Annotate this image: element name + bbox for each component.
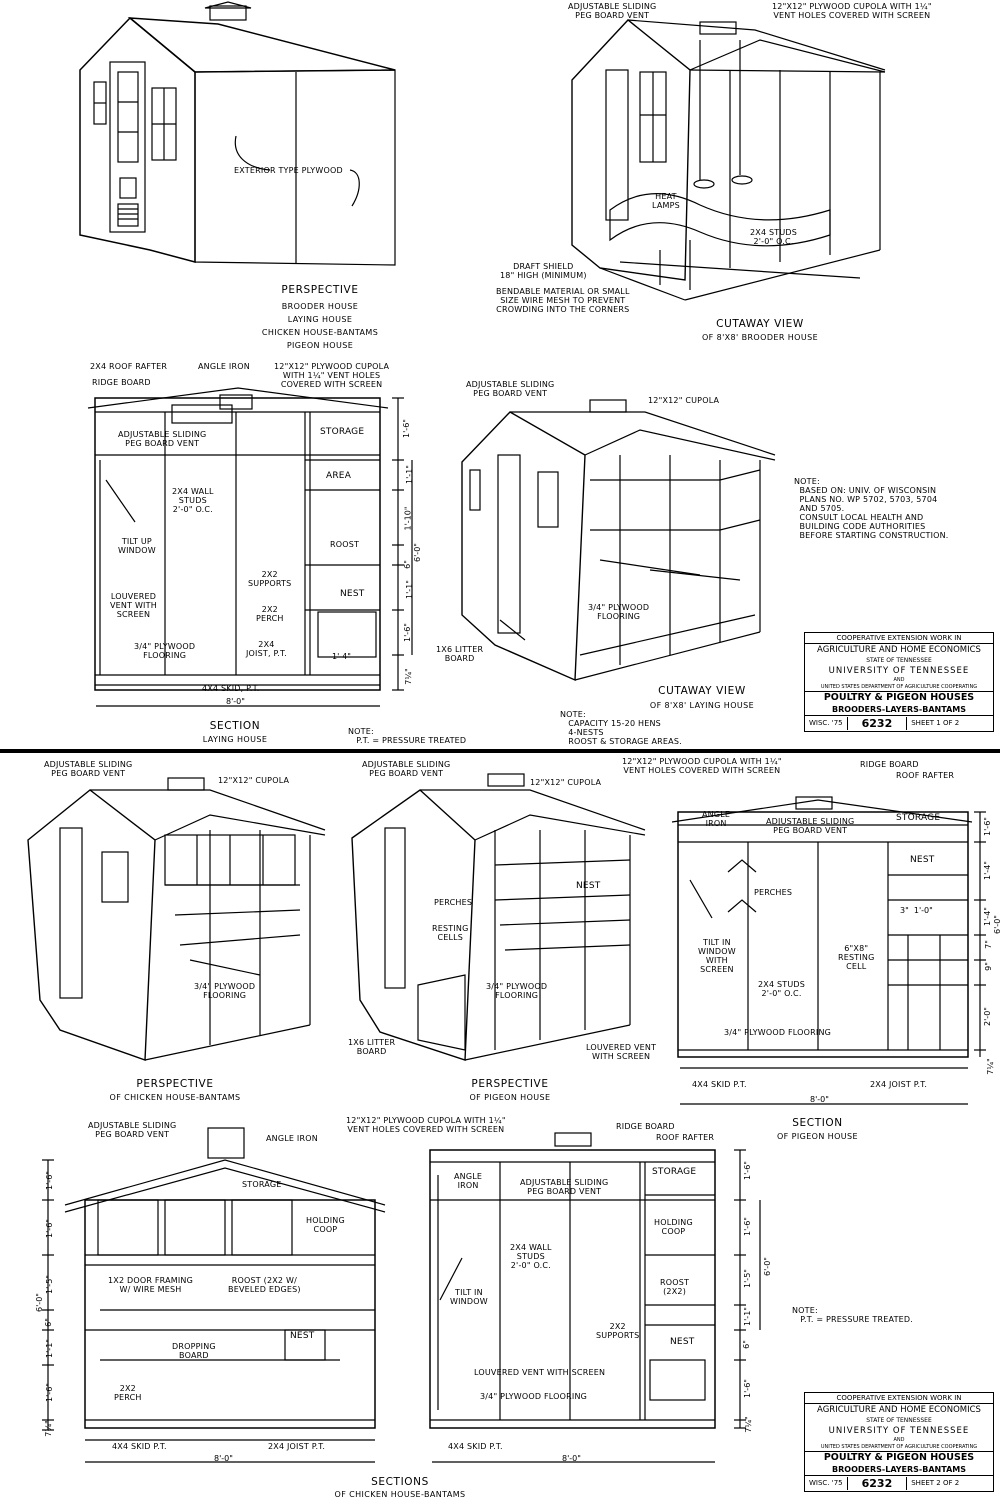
bantam2-roost-label: ROOST (2X2) — [660, 1278, 690, 1296]
tb1-project-sub: BROODERS-LAYERS-BANTAMS — [805, 704, 993, 716]
bantam2-dim-6: 6" — [741, 1340, 751, 1349]
pigeon-flooring-label: 3/4" PLYWOOD FLOORING — [724, 1028, 832, 1037]
laying-cutaway-vent-label: ADJUSTABLE SLIDING PEG BOARD VENT — [466, 380, 555, 398]
brooder-title: CUTAWAY VIEW — [716, 318, 804, 330]
bantam2-dim-3: 1'-5" — [742, 1269, 752, 1288]
bendable-label: BENDABLE MATERIAL OR SMALL SIZE WIRE MESH TO PREVENT CROWDING INTO THE CORNERS — [496, 287, 630, 314]
brooder-vent-label: ADJUSTABLE SLIDING PEG BOARD VENT — [568, 2, 657, 20]
bantam2-cupola-label: 12"X12" PLYWOOD CUPOLA WITH 1¼" VENT HOLES COVERED WITH SCREEN — [346, 1116, 506, 1134]
pigeon-dim-8: 7¼" — [985, 1058, 995, 1075]
laying-skid-label: 4X4 SKID, P.T. — [202, 684, 260, 693]
pigeon-persp-subtitle: OF PIGEON HOUSE — [469, 1093, 551, 1102]
tb2-project: POULTRY & PIGEON HOUSES — [823, 1452, 975, 1463]
pigeon-tilt-label: TILT IN WINDOW WITH SCREEN — [698, 938, 736, 974]
pigeon-angle-label: ANGLE IRON — [702, 810, 731, 828]
bantam-section-title: SECTIONS — [371, 1476, 429, 1488]
sheet2-pt-note: NOTE: P.T. = PRESSURE TREATED. — [792, 1306, 914, 1324]
bantam-dim-4: 6'-0" — [34, 1293, 44, 1312]
pigeon-rafter-label: ROOF RAFTER — [896, 771, 955, 780]
title-block-sheet1 — [804, 632, 994, 732]
bantam2-dim-7: 1'-6" — [742, 1379, 752, 1398]
sheet-divider — [0, 749, 1000, 753]
laying-section-subtitle: LAYING HOUSE — [202, 735, 268, 744]
tb2-line4: UNIVERSITY OF TENNESSEE — [828, 1426, 970, 1436]
laying-cupola-label: 12"X12" PLYWOOD CUPOLA WITH 1¼" VENT HOLES COVERED WITH SCREEN — [274, 362, 390, 389]
tb2-line5: AND — [893, 1437, 905, 1443]
pigeon-vent-label: ADJUSTABLE SLIDING PEG BOARD VENT — [766, 817, 855, 835]
tilt-window-label: TILT UP WINDOW — [118, 537, 156, 555]
laying-dim-3: 1'-10" — [403, 506, 413, 531]
exterior-perspective-drawing — [80, 2, 395, 265]
pigeon-dim-5: 9" — [983, 962, 993, 971]
bantam-section-storage-label: STORAGE — [242, 1180, 282, 1189]
laying-joist-label: 2X4 JOIST, P.T. — [246, 640, 287, 658]
laying-dim-5: 6" — [402, 560, 412, 569]
tb1-line4: UNIVERSITY OF TENNESSEE — [828, 666, 970, 676]
bantam-section-subtitle: OF CHICKEN HOUSE-BANTAMS — [334, 1490, 466, 1499]
laying-cutaway-title: CUTAWAY VIEW — [658, 685, 746, 697]
bantam-persp-subtitle: OF CHICKEN HOUSE-BANTAMS — [109, 1093, 241, 1102]
pigeon-persp-title: PERSPECTIVE — [471, 1078, 549, 1090]
tb2-wisc: WISC. '75 — [805, 1477, 848, 1490]
bantam2-dim-5: 1'-1" — [742, 1307, 752, 1326]
bantam-perspective-drawing — [28, 778, 325, 1060]
bantam2-tilt-label: TILT IN WINDOW — [450, 1288, 488, 1306]
bantam-section-vent-label: ADJUSTABLE SLIDING PEG BOARD VENT — [88, 1121, 177, 1139]
pigeon-perspective-drawing — [352, 774, 645, 1060]
pt-note: NOTE: P.T. = PRESSURE TREATED — [348, 727, 467, 745]
brooder-subtitle: OF 8'X8' BROODER HOUSE — [701, 333, 819, 342]
louvered-label: LOUVERED VENT WITH SCREEN — [110, 592, 157, 619]
pigeon-nest-label: NEST — [910, 855, 935, 865]
supports-label: 2X2 SUPPORTS — [248, 570, 292, 588]
tb2-line3: STATE OF TENNESSEE — [866, 1417, 932, 1424]
angle-iron-label: ANGLE IRON — [198, 362, 250, 371]
brooder-cutaway-drawing — [572, 20, 885, 300]
brooder-studs-label: 2X4 STUDS 2'-0" O.C. — [750, 228, 798, 246]
pigeon-studs-label: 2X4 STUDS 2'-0" O.C. — [758, 980, 806, 998]
bantam2-vent-label: ADJUSTABLE SLIDING PEG BOARD VENT — [520, 1178, 609, 1196]
bantam2-dim-8: 7¼" — [743, 1416, 753, 1433]
pigeon-persp-louvered-label: LOUVERED VENT WITH SCREEN — [586, 1043, 657, 1061]
bantam-persp-flooring-label: 3/4" PLYWOOD FLOORING — [194, 982, 256, 1000]
bantam-dim-8: 7¼" — [43, 1420, 53, 1437]
bantam-dim-1: 1'-6" — [44, 1171, 54, 1190]
pigeon-perches-label: PERCHES — [754, 888, 793, 897]
dim-1-4: 1'-4" — [332, 652, 351, 661]
draft-shield-label: DRAFT SHIELD 18" HIGH (MINIMUM) — [500, 262, 587, 280]
pigeon-dim-6: 7" — [983, 940, 993, 949]
bantam2-skid-label: 4X4 SKID P.T. — [448, 1442, 503, 1451]
bantam-dim-7: 1'-6" — [44, 1383, 54, 1402]
pigeon-joist-label: 2X4 JOIST P.T. — [870, 1080, 928, 1089]
bantam2-dim-2: 1'-6" — [742, 1217, 752, 1236]
roost-label: ROOST — [330, 540, 360, 549]
laying-flooring-label: 3/4" PLYWOOD FLOORING — [134, 642, 196, 660]
bantam-dim-3: 1'-5" — [44, 1275, 54, 1294]
bantam-section-skid-label: 4X4 SKID P.T. — [112, 1442, 167, 1451]
bantam-persp-vent-label: ADJUSTABLE SLIDING PEG BOARD VENT — [44, 760, 133, 778]
bantam2-studs-label: 2X4 WALL STUDS 2'-0" O.C. — [510, 1243, 552, 1270]
tb2-number: 6232 — [848, 1477, 908, 1490]
bantam2-angle-label: ANGLE IRON — [454, 1172, 483, 1190]
tb2-line6: UNITED STATES DEPARTMENT OF AGRICULTURE COOPERATING — [805, 1443, 993, 1452]
pigeon-dim-7: 2'-0" — [982, 1007, 992, 1026]
bantam-roost-label: ROOST (2X2 W/ BEVELED EDGES) — [228, 1276, 301, 1294]
pigeon-persp-flooring-label: 3/4" PLYWOOD FLOORING — [486, 982, 548, 1000]
perspective-subtitle-4: PIGEON HOUSE — [286, 341, 354, 350]
bantam2-holding-label: HOLDING COOP — [654, 1218, 693, 1236]
based-on-note: NOTE: BASED ON: UNIV. OF WISCONSIN PLANS NO. WP 5702, 5703, 5704 AND 5705. CONSULT LOCAL HEALTH AND BUILDING CODE AUTHORITIES BEFORE STARTING CONSTRUCTION. — [794, 477, 949, 540]
bantam-section-drawing — [42, 1128, 385, 1462]
bantam2-nest-label: NEST — [670, 1337, 695, 1347]
bantam2-width-dim: 8'-0" — [562, 1454, 581, 1463]
litter-board-label: 1X6 LITTER BOARD — [436, 645, 484, 663]
laying-cutaway-drawing — [462, 400, 775, 680]
bantam-dim-6: 1'-1" — [44, 1339, 54, 1358]
laying-dim-8: 7¼" — [403, 668, 413, 685]
nest-label: NEST — [340, 589, 365, 599]
bantam2-rafter-label: ROOF RAFTER — [656, 1133, 715, 1142]
pigeon-dim-3: 3" 1'-0" — [900, 906, 933, 915]
dropping-board-label: DROPPING BOARD — [172, 1342, 216, 1360]
bantam-persp-title: PERSPECTIVE — [136, 1078, 214, 1090]
perspective-title: PERSPECTIVE — [281, 284, 359, 296]
bantam-dim-2: 1'-6" — [44, 1219, 54, 1238]
laying-dim-2: 1'-1" — [404, 465, 414, 484]
tb2-project-sub: BROODERS-LAYERS-BANTAMS — [805, 1464, 993, 1476]
perspective-subtitle-3: CHICKEN HOUSE-BANTAMS — [261, 328, 379, 337]
pigeon-dim-1: 1'-6" — [982, 817, 992, 836]
laying-cutaway-flooring-label: 3/4" PLYWOOD FLOORING — [588, 603, 650, 621]
tb1-line5: AND — [893, 677, 905, 683]
bantam2-storage-label: STORAGE — [652, 1167, 697, 1177]
bantam-section-nest-label: NEST — [290, 1331, 315, 1341]
area-label: AREA — [326, 471, 352, 481]
pigeon-dim-3v: 1'-4" — [982, 907, 992, 926]
bantam-section-joist-label: 2X4 JOIST P.T. — [268, 1442, 326, 1451]
bantam-perch-label: 2X2 PERCH — [114, 1384, 142, 1402]
pigeon-persp-perches-label: PERCHES — [434, 898, 473, 907]
laying-vent-label: ADJUSTABLE SLIDING PEG BOARD VENT — [118, 430, 207, 448]
pigeon-dim-2: 1'-4" — [982, 861, 992, 880]
pigeon-cell-label: 6"X8" RESTING CELL — [838, 944, 875, 971]
bantam-persp-cupola-label: 12"X12" CUPOLA — [218, 776, 290, 785]
pigeon-dim-4: 6'-0" — [992, 915, 1002, 934]
title-block-sheet2 — [804, 1392, 994, 1492]
pigeon-persp-vent-label: ADJUSTABLE SLIDING PEG BOARD VENT — [362, 760, 451, 778]
bantam2-ridge-label: RIDGE BOARD — [616, 1122, 675, 1131]
bantam-dim-5: 6" — [43, 1318, 53, 1327]
bantam2-louvered-label: LOUVERED VENT WITH SCREEN — [474, 1368, 606, 1377]
tb1-sheet: SHEET 1 OF 2 — [911, 719, 960, 727]
tb1-wisc: WISC. '75 — [805, 717, 848, 730]
pigeon-persp-resting-label: RESTING CELLS — [432, 924, 469, 942]
bantam2-flooring-label: 3/4" PLYWOOD FLOORING — [480, 1392, 588, 1401]
perch-label: 2X2 PERCH — [256, 605, 284, 623]
tb1-line2: AGRICULTURE AND HOME ECONOMICS — [817, 645, 981, 655]
tb1-project: POULTRY & PIGEON HOUSES — [823, 692, 975, 703]
capacity-note: NOTE: CAPACITY 15-20 HENS 4-NESTS ROOST & STORAGE AREAS. — [560, 710, 682, 746]
bantam2-dim-4: 6'-0" — [762, 1257, 772, 1276]
bantam-section-angle-label: ANGLE IRON — [266, 1134, 318, 1143]
laying-dim-7: 1'-6" — [402, 623, 412, 642]
laying-dim-6: 1'-1" — [404, 580, 414, 599]
pigeon-width-dim: 8'-0" — [810, 1095, 829, 1104]
wall-studs-label: 2X4 WALL STUDS 2'-0" O.C. — [172, 487, 214, 514]
pigeon-section-subtitle: OF PIGEON HOUSE — [776, 1132, 858, 1141]
tb2-line2: AGRICULTURE AND HOME ECONOMICS — [817, 1405, 981, 1415]
pigeon-persp-litter-label: 1X6 LITTER BOARD — [348, 1038, 396, 1056]
door-framing-label: 1X2 DOOR FRAMING W/ WIRE MESH — [108, 1276, 194, 1294]
laying-dim-4: 6'-0" — [412, 543, 422, 562]
ridge-board-label: RIDGE BOARD — [92, 378, 151, 387]
pigeon-ridge-label: RIDGE BOARD — [860, 760, 919, 769]
pigeon-section-title: SECTION — [792, 1117, 843, 1129]
bantam-section-width-dim: 8'-0" — [214, 1454, 233, 1463]
storage-label: STORAGE — [320, 427, 365, 437]
bantam2-supports-label: 2X2 SUPPORTS — [596, 1322, 640, 1340]
tb1-line3: STATE OF TENNESSEE — [866, 657, 932, 664]
tb1-line1: COOPERATIVE EXTENSION WORK IN — [805, 633, 993, 644]
pigeon-persp-cupola-label: 12"X12" CUPOLA — [530, 778, 602, 787]
laying-cutaway-subtitle: OF 8'X8' LAYING HOUSE — [649, 701, 755, 710]
laying-section-title: SECTION — [209, 720, 261, 732]
laying-width-dim: 8'-0" — [226, 697, 245, 706]
bantam-section-holding-label: HOLDING COOP — [306, 1216, 345, 1234]
tb2-line1: COOPERATIVE EXTENSION WORK IN — [805, 1393, 993, 1404]
tb1-line6: UNITED STATES DEPARTMENT OF AGRICULTURE COOPERATING — [805, 683, 993, 692]
heat-lamps-label: HEAT LAMPS — [652, 192, 680, 210]
roof-rafter-label: 2X4 ROOF RAFTER — [90, 362, 168, 371]
laying-dim-1: 1'-6" — [401, 419, 411, 438]
tb1-number: 6232 — [848, 717, 908, 730]
bantam2-dim-1: 1'-6" — [742, 1161, 752, 1180]
tb2-sheet: SHEET 2 OF 2 — [911, 1479, 960, 1487]
pigeon-skid-label: 4X4 SKID P.T. — [692, 1080, 747, 1089]
perspective-subtitle-2: LAYING HOUSE — [287, 315, 353, 324]
pigeon-persp-nest-label: NEST — [576, 881, 601, 891]
pigeon-section-cupola-label: 12"X12" PLYWOOD CUPOLA WITH 1¼" VENT HOLES COVERED WITH SCREEN — [622, 757, 782, 775]
pigeon-storage-label: STORAGE — [896, 813, 941, 823]
plywood-label: EXTERIOR TYPE PLYWOOD — [234, 166, 343, 175]
brooder-cupola-label: 12"X12" PLYWOOD CUPOLA WITH 1¼" VENT HOLES COVERED WITH SCREEN — [772, 2, 932, 20]
perspective-subtitle-1: BROODER HOUSE — [281, 302, 359, 311]
laying-cutaway-cupola-label: 12"X12" CUPOLA — [648, 396, 720, 405]
